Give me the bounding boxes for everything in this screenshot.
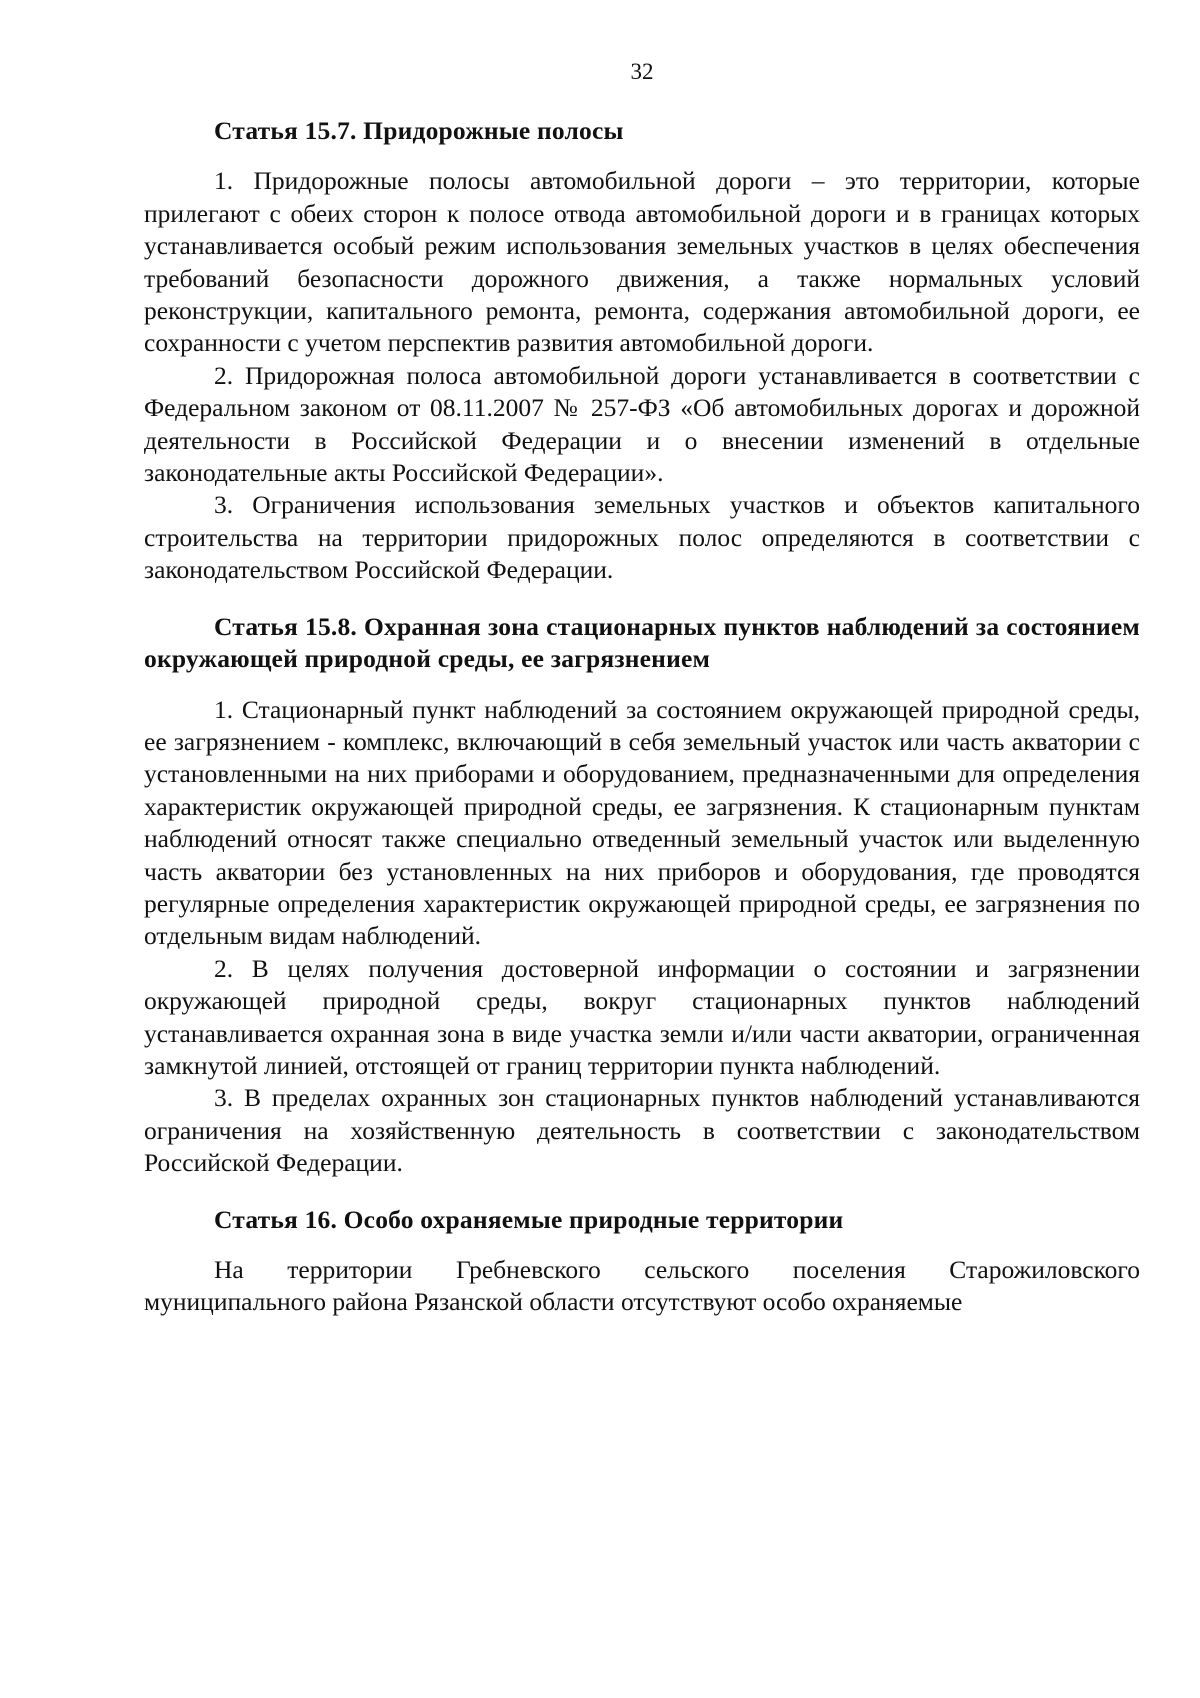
paragraph: На территории Гребневского сельского поселения Старожиловского муниципального района Рязанской области отсутствуют особо охраняемые (144, 1255, 1140, 1317)
section-article-15-8 (144, 611, 1140, 1180)
page-number: 32 (630, 59, 654, 84)
article-heading: Статья 15.8. Охранная зона стационарных пунктов наблюдений за состоянием окружающей природной среды, ее загрязнением (144, 611, 1140, 674)
article-heading: Статья 15.7. Придорожные полосы (214, 116, 624, 145)
paragraph: 3. Ограничения использования земельных участков и объектов капитального строительства на территории придорожных полос определяются в соответствии с законодательством Российской Федерации. (144, 490, 1140, 585)
paragraph: 2. Придорожная полоса автомобильной дороги устанавливается в соответствии с Федеральном законом от 08.11.2007 № 257-ФЗ «Об автомобильных дорогах и дорожной деятельности в Российской Федерации и о внесении изменений в отдельные законодательные акты Российской Федерации». (144, 360, 1140, 488)
section-article-15-7 (144, 115, 1140, 587)
paragraph: 1. Стационарный пункт наблюдений за состоянием окружающей природной среды, ее загрязнением - комплекс, включающий в себя земельный участок или часть акватории с установленными на них приборами и оборудованием, предназначенными для определения характеристик окружающей природной среды, ее загрязнения. К стационарным пунктам наблюдений относят также специально отведенный земельный участок или выделенную часть акватории без установленных на них приборов и оборудования, где проводятся регулярные определения характеристик окружающей природной среды, ее загрязнения по отдельным видам наблюдений. (144, 694, 1140, 951)
section-article-16 (144, 1204, 1140, 1319)
article-heading: Статья 16. Особо охраняемые природные территории (214, 1204, 844, 1234)
paragraph: 3. В пределах охранных зон стационарных пунктов наблюдений устанавливаются ограничения на хозяйственную деятельность в соответствии с законодательством Российской Федерации. (144, 1083, 1140, 1178)
document-body (144, 115, 1140, 1319)
paragraph: 2. В целях получения достоверной информации о состоянии и загрязнении окружающей природной среды, вокруг стационарных пунктов наблюдений устанавливается охранная зона в виде участка земли и/или части акватории, ограниченная замкнутой линией, отстоящей от границ территории пункта наблюдений. (144, 953, 1140, 1080)
paragraph: 1. Придорожные полосы автомобильной дороги – это территории, которые прилегают с обеих сторон к полосе отвода автомобильной дороги и в границах которых устанавливается особый режим использования земельных участков в целях обеспечения требований безопасности дорожного движения, а также нормальных условий реконструкции, капитального ремонта, ремонта, содержания автомобильной дороги, ее сохранности с учетом перспектив развития автомобильной дороги. (144, 166, 1140, 358)
